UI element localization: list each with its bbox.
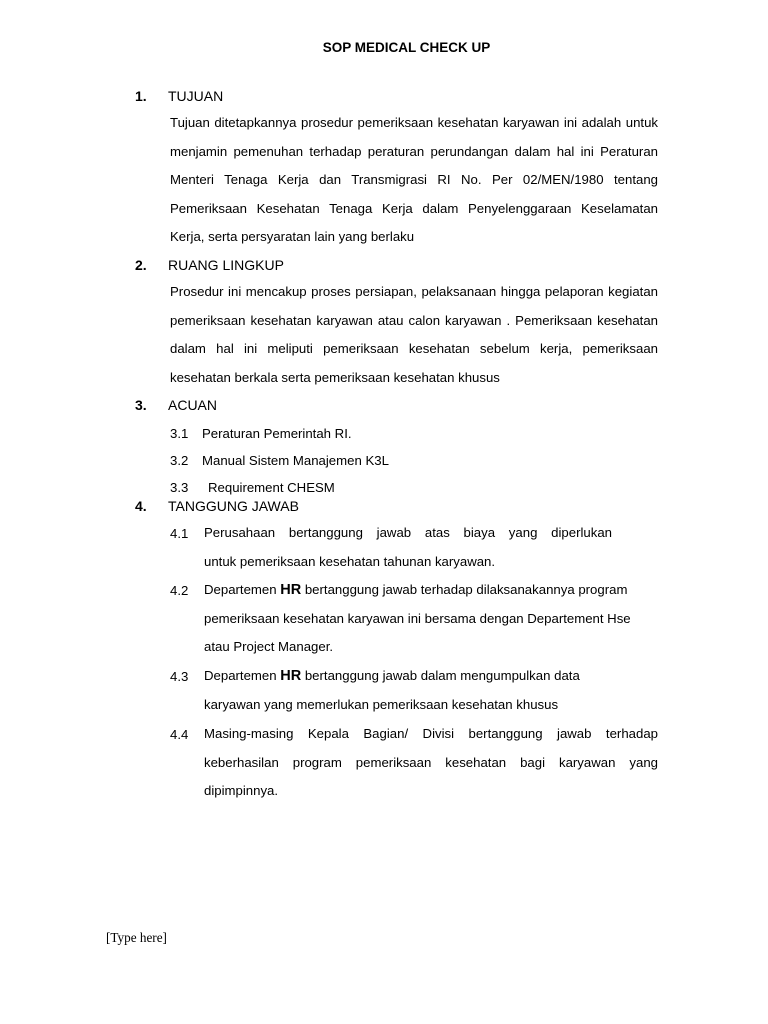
item-4-1-number: 4.1 [170,526,189,541]
item-4-3-number: 4.3 [170,669,189,684]
item-4-3-post: bertanggung jawab dalam mengumpulkan data karyawan yang memerlukan pemeriksaan kesehatan khusus [204,668,580,712]
item-4-4-number: 4.4 [170,727,189,742]
section-2-paragraph: Prosedur ini mencakup proses persiapan, pelaksanaan hingga pelaporan kegiatan pemeriksaan kesehatan karyawan atau calon karyawan . Pemeriksaan kesehatan dalam hal ini meliputi pemeriksaan kesehatan sebelum kerja, pemeriksaan kesehatan berkala serta pemeriksaan kesehatan khusus [170,284,658,385]
item-3-3-text: Requirement CHESM [208,480,335,495]
item-4-2-pre: Departemen [204,582,281,597]
hr-acronym: HR [280,582,302,598]
item-4-3-pre: Departemen [204,668,281,683]
footer-placeholder: [Type here] [106,930,167,945]
item-4-2-post: bertanggung jawab terhadap dilaksanakannya program pemeriksaan kesehatan karyawan ini bersama dengan Departement Hse atau Project Manager. [204,582,631,655]
item-3-2-number: 3.2 [170,453,189,468]
section-4-number: 4. [135,498,147,514]
section-2-number: 2. [135,257,147,273]
section-3-number: 3. [135,397,147,413]
section-2-heading: RUANG LINGKUP [168,257,284,273]
hr-acronym: HR [280,668,302,684]
section-1-paragraph: Tujuan ditetapkannya prosedur pemeriksaan kesehatan karyawan ini adalah untuk menjamin pemenuhan terhadap peraturan perundangan dalam hal ini Peraturan Menteri Tenaga Kerja dan Transmigrasi RI No. Per 02/MEN/1980 tentang Pemeriksaan Kesehatan Tenaga Kerja dalam Penyelenggaraan Keselamatan Kerja, serta persyaratan lain yang berlaku [170,115,658,245]
item-3-1-text: Peraturan Pemerintah RI. [202,426,352,441]
item-4-1-text [204,519,612,576]
item-3-2-text: Manual Sistem Manajemen K3L [202,453,389,468]
item-3-1-number: 3.1 [170,426,189,441]
section-1-number: 1. [135,88,147,104]
item-4-3-text [204,662,614,719]
item-4-2-number: 4.2 [170,583,189,598]
section-3-heading: ACUAN [168,397,218,413]
item-4-4-text: Masing-masing Kepala Bagian/ Divisi bertanggung jawab terhadap keberhasilan program pemeriksaan kesehatan bagi karyawan yang dipimpinnya. [204,726,658,799]
item-4-1-line-2: untuk pemeriksaan kesehatan tahunan karyawan. [204,553,496,569]
document-title: SOP MEDICAL CHECK UP [322,40,491,55]
item-4-2-text [204,576,656,662]
section-1-heading: TUJUAN [168,88,224,104]
item-4-1-line-1: Perusahaan bertanggung jawab atas biaya yang diperlukan [204,525,612,540]
item-3-3-number: 3.3 [170,480,189,495]
section-4-heading: TANGGUNG JAWAB [168,498,299,514]
